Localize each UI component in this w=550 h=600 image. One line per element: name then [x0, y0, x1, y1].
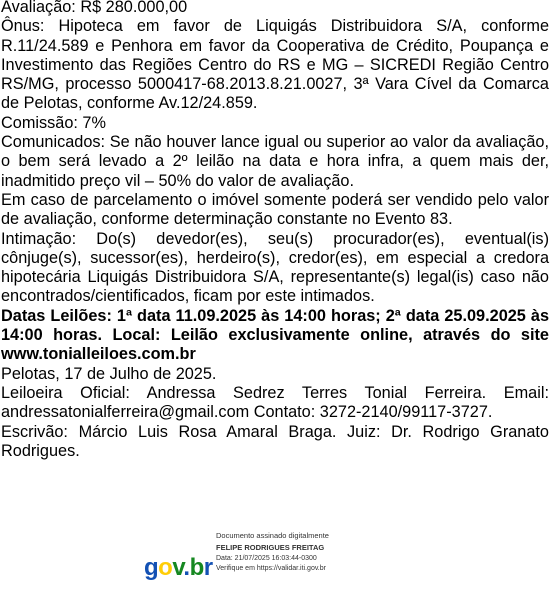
summons-paragraph: Intimação: Do(s) devedor(es), seu(s) procurador(es), eventual(is) cônjuge(s), sucessor(es), herdeiro(s), credor(es), em especial a credora hipotecária Liquigás Distribuidora S/A, representante(s) legal(is) caso não encontrados/cientificados, ficam por este intimados. — [1, 229, 549, 306]
signature-details — [216, 529, 329, 575]
verify-link[interactable]: Verifique em https://validar.iti.gov.br — [216, 565, 326, 572]
encumbrance-paragraph: Ônus: Hipoteca em favor de Liquigás Distribuidora S/A, conforme R.11/24.589 e Penhora em favor da Cooperativa de Crédito, Poupança e Investimento das Regiões Centro do RS e MG – SICREDI Região Centro RS/MG, processo 5000417-68.2013.8.21.0027, 3ª Vara Cível da Comarca de Pelotas, conforme Av.12/24.859. — [1, 17, 549, 113]
commission-paragraph: Comissão: 7% — [1, 113, 106, 132]
logo-b: b — [189, 554, 204, 581]
document-body — [1, 0, 549, 461]
govbr-logo — [143, 549, 215, 585]
digital-signature-stamp — [143, 524, 383, 594]
signature-date: Data: 21/07/2025 16:03:44-0300 — [216, 554, 317, 562]
logo-r: r — [203, 554, 213, 581]
auction-dates-paragraph: Datas Leilões: 1ª data 11.09.2025 às 14:00 horas; 2ª data 25.09.2025 às 14:00 horas. Local: Leilão exclusivamente online, através do site www.tonialleiloes.com.br — [1, 306, 549, 364]
clerk-judge-paragraph: Escrivão: Márcio Luis Rosa Amaral Braga. Juiz: Dr. Rodrigo Granato Rodrigues. — [1, 422, 549, 460]
signature-title: Documento assinado digitalmente — [216, 531, 329, 540]
notices-paragraph: Comunicados: Se não houver lance igual ou superior ao valor da avaliação, o bem será levado a 2º leilão na data e hora infra, a quem mais der, inadmitido preço vil – 50% do valor de avaliação. — [1, 133, 549, 190]
logo-o: o — [158, 554, 173, 581]
logo-dot: . — [183, 554, 190, 581]
auctioneer-paragraph: Leiloeira Oficial: Andressa Sedrez Terres Tonial Ferreira. Email: andressatonialferreira@gmail.com Contato: 3272-2140/99117-3727. — [1, 383, 549, 422]
place-date-paragraph: Pelotas, 17 de Julho de 2025. — [1, 364, 217, 383]
logo-v: v — [172, 554, 184, 581]
svg-text:gov.br — [144, 554, 213, 581]
installment-paragraph: Em caso de parcelamento o imóvel somente poderá ser vendido pelo valor de avaliação, conforme determinação constante no Evento 83. — [1, 190, 549, 229]
logo-g: g — [144, 554, 159, 581]
signer-name: FELIPE RODRIGUES FREITAG — [216, 543, 325, 552]
appraisal-paragraph: Avaliação: R$ 280.000,00 — [1, 0, 188, 16]
